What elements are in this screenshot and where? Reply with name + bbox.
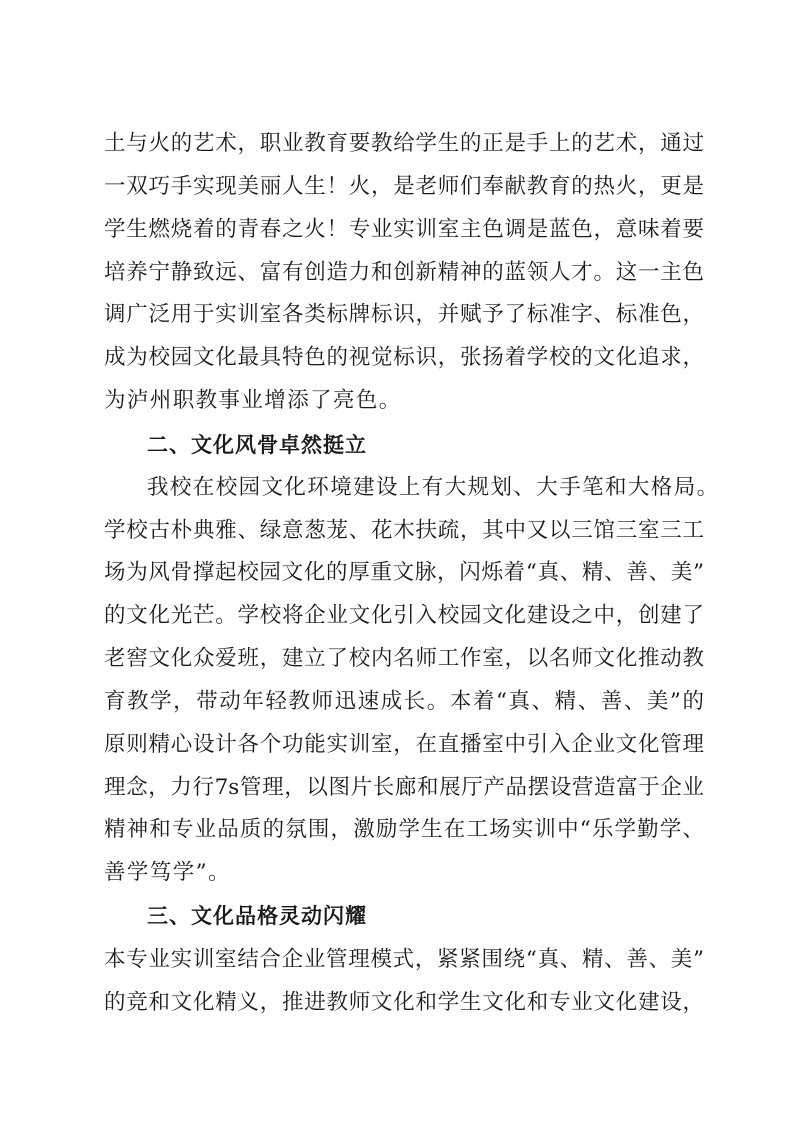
paragraph-line: 的文化光芒。学校将企业文化引入校园文化建设之中，创建了 xyxy=(104,603,704,628)
paragraph-line: 学生燃烧着的青春之火！专业实训室主色调是蓝色，意味着要 xyxy=(104,217,704,242)
paragraph-line: 理念，力行7s管理，以图片长廊和展厅产品摆设营造富于企业 xyxy=(104,775,704,800)
paragraph-line: 的竞和文化精义，推进教师文化和学生文化和专业文化建设， xyxy=(104,990,704,1015)
paragraph-line: 成为校园文化最具特色的视觉标识，张扬着学校的文化追求， xyxy=(104,345,704,370)
paragraph-line: 原则精心设计各个功能实训室，在直播室中引入企业文化管理 xyxy=(104,732,704,757)
paragraph-line: 我校在校园文化环境建设上有大规划、大手笔和大格局。 xyxy=(147,475,720,500)
paragraph-line: 老窖文化众爱班，建立了校内名师工作室，以名师文化推动教 xyxy=(104,646,704,671)
paragraph-line: 调广泛用于实训室各类标牌标识，并赋予了标准字、标准色， xyxy=(104,302,704,327)
paragraph-line: 本专业实训室结合企业管理模式，紧紧围绕“真、精、善、美” xyxy=(104,947,704,972)
paragraph-line: 培养宁静致远、富有创造力和创新精神的蓝领人才。这一主色 xyxy=(104,260,704,285)
paragraph-line: 一双巧手实现美丽人生！火，是老师们奉献教育的热火，更是 xyxy=(104,174,704,199)
paragraph-line: 土与火的艺术，职业教育要教给学生的正是手上的艺术，通过 xyxy=(104,131,704,156)
section-heading-two: 二、文化风骨卓然挺立 xyxy=(147,433,367,457)
paragraph-line: 精神和专业品质的氛围，激励学生在工场实训中“乐学勤学、 xyxy=(104,817,704,842)
paragraph-line: 学校古朴典雅、绿意葱茏、花木扶疏，其中又以三馆三室三工 xyxy=(104,518,704,543)
paragraph-line: 为泸州职教事业增添了亮色。 xyxy=(104,388,402,413)
paragraph-line: 善学笃学”。 xyxy=(104,860,231,885)
paragraph-line: 场为风骨撑起校园文化的厚重文脉，闪烁着“真、精、善、美” xyxy=(104,560,704,585)
paragraph-line: 育教学，带动年轻教师迅速成长。本着“真、精、善、美”的 xyxy=(104,689,704,714)
section-heading-three: 三、文化品格灵动闪耀 xyxy=(147,904,367,928)
